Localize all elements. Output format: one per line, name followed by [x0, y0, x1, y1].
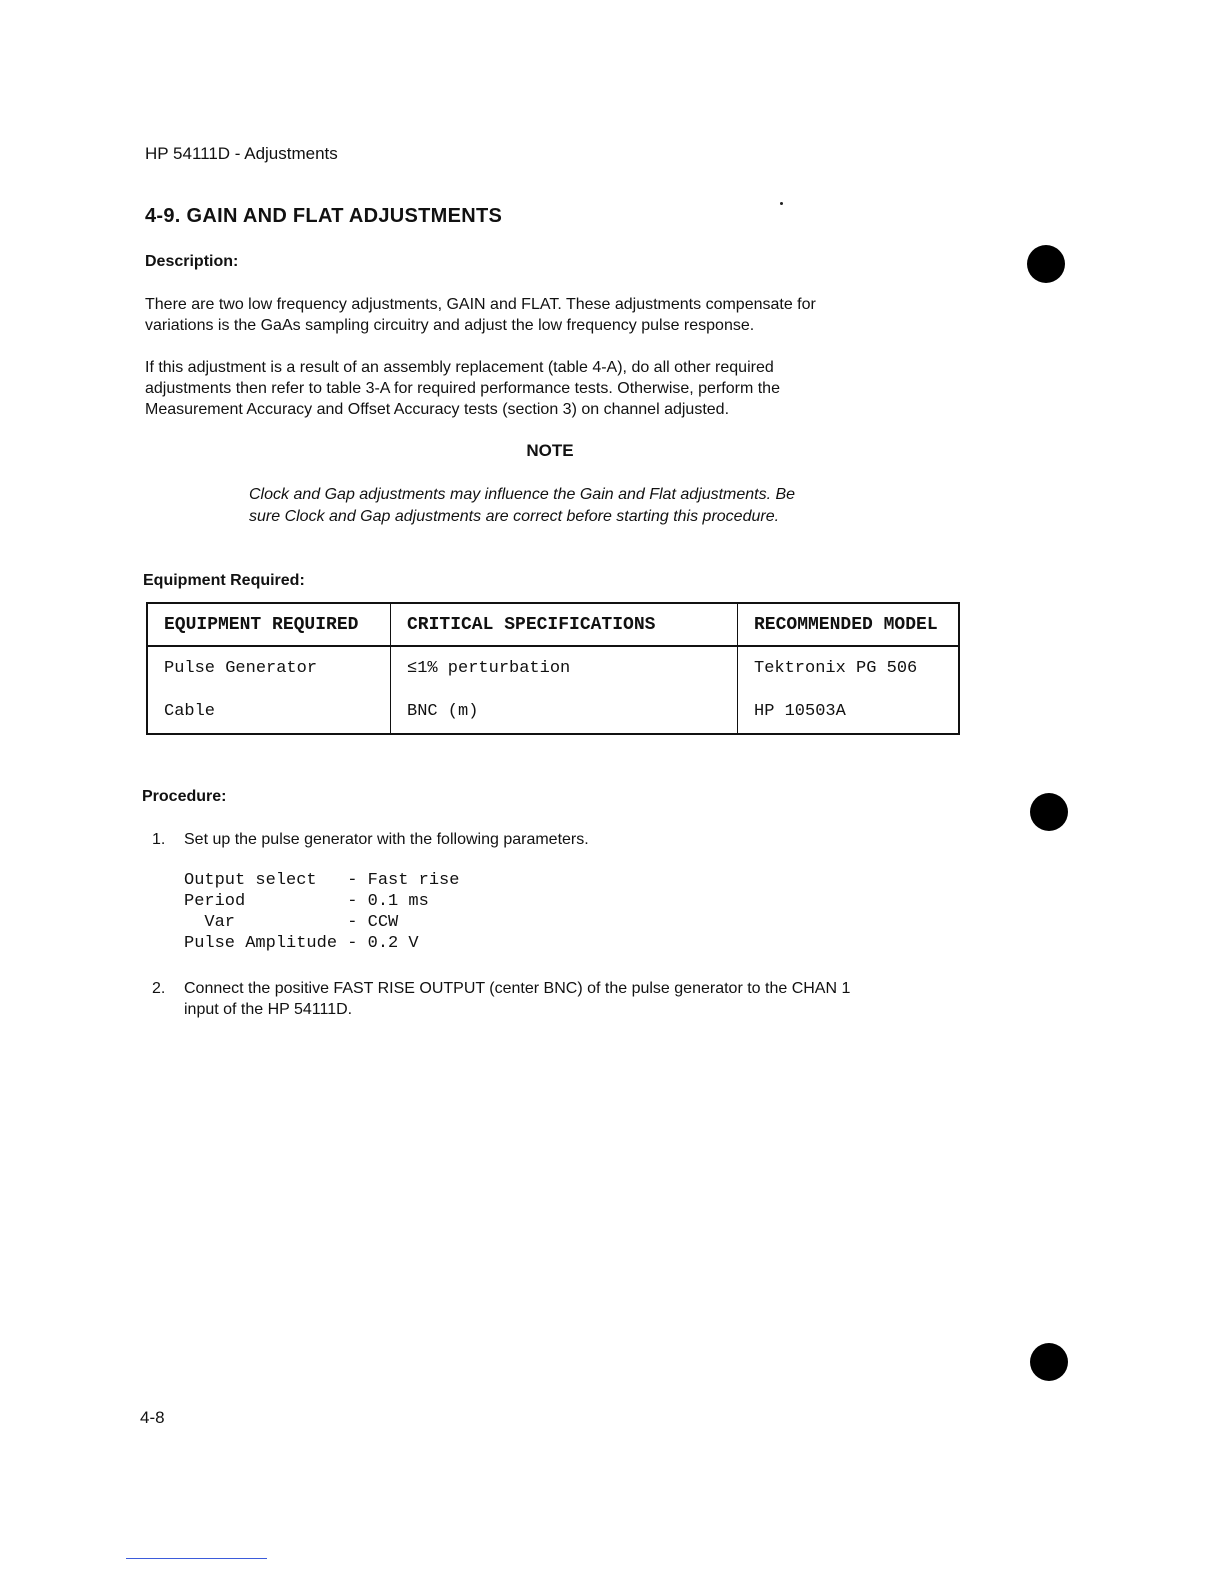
procedure-step-2: [152, 978, 972, 1022]
table-cell: Pulse Generator: [147, 646, 391, 690]
binder-hole-middle: [1030, 793, 1068, 831]
scan-speck: [780, 202, 783, 205]
description-paragraph-2: [145, 357, 945, 420]
text-line: variations is the GaAs sampling circuitry and adjust the low frequency pulse response.: [145, 317, 755, 334]
text-line: Measurement Accuracy and Offset Accuracy tests (section 3) on channel adjusted.: [145, 401, 730, 418]
text-line: Clock and Gap adjustments may influence the Gain and Flat adjustments. Be: [249, 486, 796, 503]
pulse-generator-parameters: [184, 870, 459, 954]
table-cell: ≤1% perturbation: [391, 646, 738, 690]
parameter-line: Period - 0.1 ms: [184, 892, 429, 911]
binder-hole-bottom: [1030, 1343, 1068, 1381]
column-header: RECOMMENDED MODEL: [738, 603, 960, 646]
text-line: adjustments then refer to table 3-A for required performance tests. Otherwise, perform the: [145, 380, 780, 397]
description-label: Description:: [145, 253, 239, 270]
parameter-line: Var - CCW: [184, 913, 399, 932]
binder-hole-top: [1027, 245, 1065, 283]
table-cell: Tektronix PG 506: [738, 646, 960, 690]
table-cell: HP 10503A: [738, 690, 960, 734]
step-number: 1.: [152, 831, 166, 848]
step-text: Set up the pulse generator with the following parameters.: [184, 831, 589, 848]
step-number: 2.: [152, 980, 166, 997]
procedure-label: Procedure:: [142, 788, 227, 805]
description-paragraph-1: [145, 294, 945, 336]
running-head: HP 54111D - Adjustments: [145, 144, 338, 163]
note-body: [249, 484, 869, 528]
section-title: 4-9. GAIN AND FLAT ADJUSTMENTS: [145, 205, 503, 227]
procedure-step-1: [152, 829, 972, 851]
table-header-row: [147, 603, 959, 646]
step-text: [184, 978, 974, 1020]
table-row: [147, 646, 959, 690]
table-row: [147, 690, 959, 734]
table-cell: Cable: [147, 690, 391, 734]
parameter-line: Output select - Fast rise: [184, 871, 460, 890]
text-line: There are two low frequency adjustments, GAIN and FLAT. These adjustments compensate for: [145, 296, 816, 313]
note-heading: NOTE: [526, 441, 574, 460]
equipment-label: Equipment Required:: [143, 572, 305, 589]
text-line: sure Clock and Gap adjustments are correct before starting this procedure.: [249, 508, 780, 525]
page-number: 4-8: [140, 1408, 165, 1427]
column-header: EQUIPMENT REQUIRED: [147, 603, 391, 646]
text-line: input of the HP 54111D.: [184, 1001, 353, 1018]
text-line: Connect the positive FAST RISE OUTPUT (center BNC) of the pulse generator to the CHAN 1: [184, 980, 851, 997]
equipment-table: [146, 602, 960, 735]
bottom-rule: [126, 1558, 267, 1559]
column-header: CRITICAL SPECIFICATIONS: [391, 603, 738, 646]
text-line: If this adjustment is a result of an assembly replacement (table 4-A), do all other required: [145, 359, 774, 376]
parameter-line: Pulse Amplitude - 0.2 V: [184, 934, 419, 953]
table-cell: BNC (m): [391, 690, 738, 734]
